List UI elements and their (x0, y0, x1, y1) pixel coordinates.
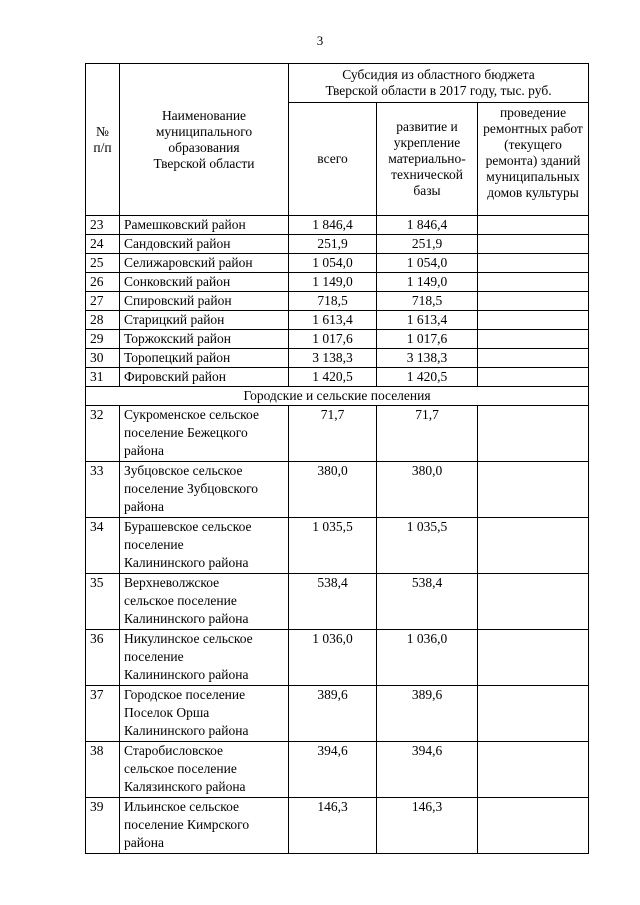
table-row (86, 368, 589, 387)
row-total: 380,0 (289, 462, 377, 518)
row-repair (478, 273, 589, 292)
row-repair (478, 462, 589, 518)
row-number: 38 (86, 742, 120, 798)
row-name: Старицкий район (120, 311, 289, 330)
row-development: 146,3 (377, 798, 478, 854)
row-development: 380,0 (377, 462, 478, 518)
table-row (86, 406, 589, 462)
table-row (86, 349, 589, 368)
row-total: 71,7 (289, 406, 377, 462)
row-repair (478, 292, 589, 311)
row-number: 26 (86, 273, 120, 292)
row-total: 1 149,0 (289, 273, 377, 292)
row-repair (478, 349, 589, 368)
table-row (86, 630, 589, 686)
table-row (86, 216, 589, 235)
header-total: всего (289, 103, 377, 216)
row-number: 37 (86, 686, 120, 742)
row-repair (478, 254, 589, 273)
row-development: 1 017,6 (377, 330, 478, 349)
row-repair (478, 311, 589, 330)
row-development: 1 035,5 (377, 518, 478, 574)
table-row (86, 742, 589, 798)
row-name: Бурашевское сельское поселение Калининского района (120, 518, 289, 574)
table-row (86, 574, 589, 630)
row-name: Торжокский район (120, 330, 289, 349)
row-total: 146,3 (289, 798, 377, 854)
row-repair (478, 368, 589, 387)
header-subsidy: Субсидия из областного бюджета Тверской области в 2017 году, тыс. руб. (289, 64, 589, 103)
row-development: 1 054,0 (377, 254, 478, 273)
row-development: 1 149,0 (377, 273, 478, 292)
row-total: 3 138,3 (289, 349, 377, 368)
row-number: 39 (86, 798, 120, 854)
table-row (86, 273, 589, 292)
row-name: Верхневолжское сельское поселение Калининского района (120, 574, 289, 630)
table-row (86, 235, 589, 254)
row-number: 29 (86, 330, 120, 349)
section-title: Городские и сельские поселения (86, 387, 589, 406)
row-number: 33 (86, 462, 120, 518)
row-number: 35 (86, 574, 120, 630)
row-number: 25 (86, 254, 120, 273)
row-total: 538,4 (289, 574, 377, 630)
row-development: 1 846,4 (377, 216, 478, 235)
row-name: Сонковский район (120, 273, 289, 292)
row-repair (478, 216, 589, 235)
row-name: Сукроменское сельское поселение Бежецкого района (120, 406, 289, 462)
row-name: Селижаровский район (120, 254, 289, 273)
row-total: 394,6 (289, 742, 377, 798)
row-repair (478, 742, 589, 798)
row-repair (478, 798, 589, 854)
row-development: 71,7 (377, 406, 478, 462)
table-row (86, 254, 589, 273)
row-name: Спировский район (120, 292, 289, 311)
header-development: развитие и укрепление материально- технической базы (377, 103, 478, 216)
page-number: 3 (316, 33, 324, 48)
row-name: Фировский район (120, 368, 289, 387)
table-row (86, 292, 589, 311)
row-number: 30 (86, 349, 120, 368)
header-repair: проведение ремонтных работ (текущего ремонта) зданий муниципальных домов культуры (478, 103, 589, 216)
row-development: 1 613,4 (377, 311, 478, 330)
row-total: 718,5 (289, 292, 377, 311)
row-total: 1 036,0 (289, 630, 377, 686)
row-repair (478, 406, 589, 462)
table-row (86, 462, 589, 518)
row-development: 251,9 (377, 235, 478, 254)
row-number: 24 (86, 235, 120, 254)
row-repair (478, 574, 589, 630)
row-name: Городское поселение Поселок Орша Калининского района (120, 686, 289, 742)
header-num: № п/п (86, 64, 120, 216)
row-number: 32 (86, 406, 120, 462)
header-name: Наименование муниципального образования Тверской области (120, 64, 289, 216)
row-name: Старобисловское сельское поселение Калязинского района (120, 742, 289, 798)
row-repair (478, 630, 589, 686)
table-row (86, 686, 589, 742)
row-number: 27 (86, 292, 120, 311)
row-development: 1 420,5 (377, 368, 478, 387)
row-name: Рамешковский район (120, 216, 289, 235)
row-development: 394,6 (377, 742, 478, 798)
subsidy-table (85, 63, 589, 854)
table-body (86, 64, 589, 854)
row-total: 1 017,6 (289, 330, 377, 349)
row-repair (478, 686, 589, 742)
row-repair (478, 235, 589, 254)
table-row (86, 798, 589, 854)
row-number: 23 (86, 216, 120, 235)
row-total: 251,9 (289, 235, 377, 254)
table-row (86, 311, 589, 330)
row-development: 1 036,0 (377, 630, 478, 686)
row-total: 1 035,5 (289, 518, 377, 574)
row-repair (478, 330, 589, 349)
section-row (86, 387, 589, 406)
row-development: 718,5 (377, 292, 478, 311)
row-name: Ильинское сельское поселение Кимрского района (120, 798, 289, 854)
row-total: 1 613,4 (289, 311, 377, 330)
row-name: Никулинское сельское поселение Калининского района (120, 630, 289, 686)
row-development: 538,4 (377, 574, 478, 630)
row-development: 389,6 (377, 686, 478, 742)
row-number: 34 (86, 518, 120, 574)
row-development: 3 138,3 (377, 349, 478, 368)
row-name: Торопецкий район (120, 349, 289, 368)
table-row (86, 330, 589, 349)
row-number: 28 (86, 311, 120, 330)
row-name: Зубцовское сельское поселение Зубцовского района (120, 462, 289, 518)
row-total: 1 420,5 (289, 368, 377, 387)
table-row (86, 518, 589, 574)
row-total: 1 846,4 (289, 216, 377, 235)
row-name: Сандовский район (120, 235, 289, 254)
row-number: 31 (86, 368, 120, 387)
row-total: 1 054,0 (289, 254, 377, 273)
row-total: 389,6 (289, 686, 377, 742)
row-number: 36 (86, 630, 120, 686)
row-repair (478, 518, 589, 574)
